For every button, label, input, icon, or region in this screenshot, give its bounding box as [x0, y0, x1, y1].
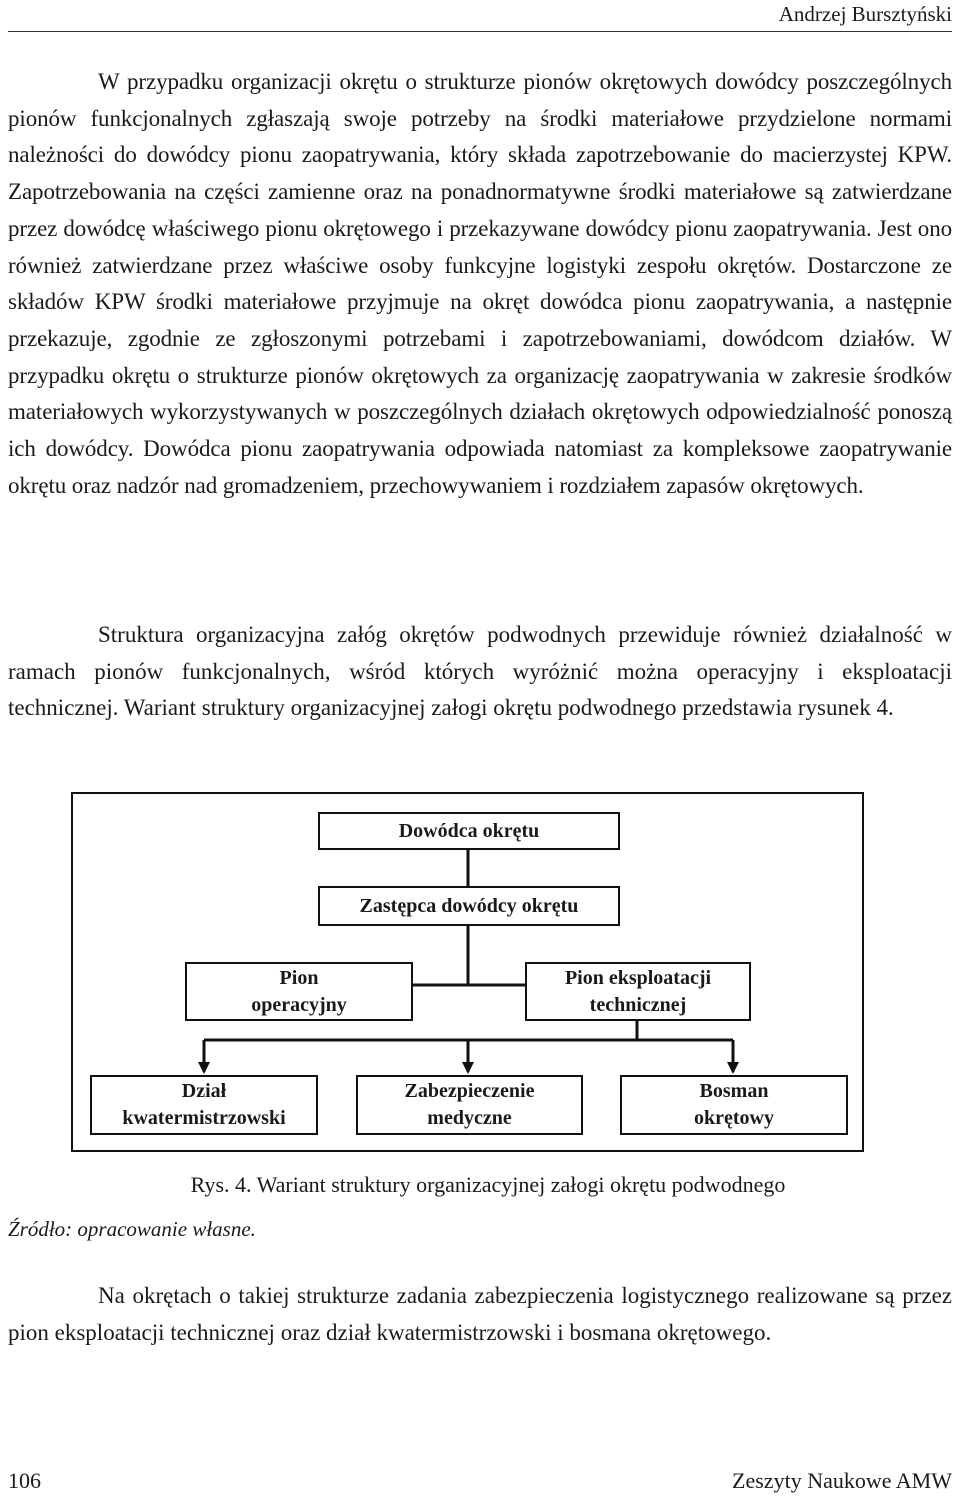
figure-source: Źródło: opracowanie własne. — [8, 1217, 256, 1241]
box-operational — [185, 962, 413, 1021]
box-medical-line2: medyczne — [427, 1107, 512, 1129]
box-operational-line2: operacyjny — [251, 993, 347, 1016]
box-technical-line1: Pion eksploatacji — [564, 966, 712, 989]
running-header-author: Andrzej Bursztyński — [778, 2, 952, 26]
box-deputy-label: Zastępca dowódcy okrętu — [359, 894, 579, 917]
box-quartermaster-line1: Dział — [181, 1080, 227, 1102]
box-quartermaster-line2: kwatermistrzowski — [122, 1107, 286, 1129]
header-rule — [8, 31, 952, 32]
box-commander — [318, 812, 620, 850]
paragraph-2: Struktura organizacyjna załóg okrętów podwodnych przewiduje również działalność w ramach pionów funkcjonalnych, wśród których wyróżnić można operacyjny i eksploatacji technicznej. Wariant struktury organizacyjnej załogi okrętu podwodnego przedstawia rysunek 4. — [8, 622, 952, 721]
box-boatswain-line2: okrętowy — [694, 1107, 774, 1129]
box-medical-line1: Zabezpieczenie — [404, 1080, 535, 1102]
box-technical-line2: technicznej — [589, 993, 687, 1016]
figure-caption: Rys. 4. Wariant struktury organizacyjnej załogi okrętu podwodnego — [190, 1172, 786, 1197]
box-commander-label: Dowódca okrętu — [398, 819, 540, 842]
box-quartermaster — [90, 1075, 318, 1135]
paragraph-3: Na okrętach o takiej strukturze zadania zabezpieczenia logistycznego realizowane są przez pion eksploatacji technicznej oraz dział kwatermistrzowski i bosmana okrętowego. — [8, 1283, 952, 1345]
box-boatswain-line1: Bosman — [699, 1080, 769, 1102]
journal-name: Zeszyty Naukowe AMW — [732, 1468, 952, 1493]
box-technical — [525, 962, 751, 1021]
box-medical — [356, 1075, 583, 1135]
page-number: 106 — [8, 1468, 41, 1493]
box-deputy — [318, 886, 620, 926]
paragraph-1: W przypadku organizacji okrętu o strukturze pionów okrętowych dowódcy poszczególnych pionów funkcjonalnych zgłaszają swoje potrzeby na środki materiałowe przydzielone normami należności do dowódcy pionu zaopatrywania, który składa zapotrzebowanie do macierzystej KPW. Zapotrzebowania na części zamienne oraz na ponadnormatywne środki materiałowe są zatwierdzane przez dowódcę właściwego pionu okrętowego i przekazywane dowódcy pionu zaopatrywania. Jest ono również zatwierdzane przez właściwe osoby funkcyjne logistyki zespołu okrętów. Dostarczone ze składów KPW środki materiałowe przyjmuje na okręt dowódca pionu zaopatrywania, a następnie przekazuje, zgodnie ze zgłoszonymi potrzebami i zapotrzebowaniami, dowódcom działów. W przypadku okrętu o strukturze pionów okrętowych za organizację zaopatrywania w zakresie środków materiałowych wykorzystywanych w poszczególnych działach okrętowych odpowiedzialność ponoszą ich dowódcy. Dowódca pionu zaopatrywania odpowiada natomiast za kompleksowe zaopatrywanie okrętu oraz nadzór nad gromadzeniem, przechowywaniem i rozdziałem zapasów okrętowych. — [8, 69, 952, 498]
box-operational-line1: Pion — [279, 966, 319, 989]
box-boatswain — [620, 1075, 848, 1135]
